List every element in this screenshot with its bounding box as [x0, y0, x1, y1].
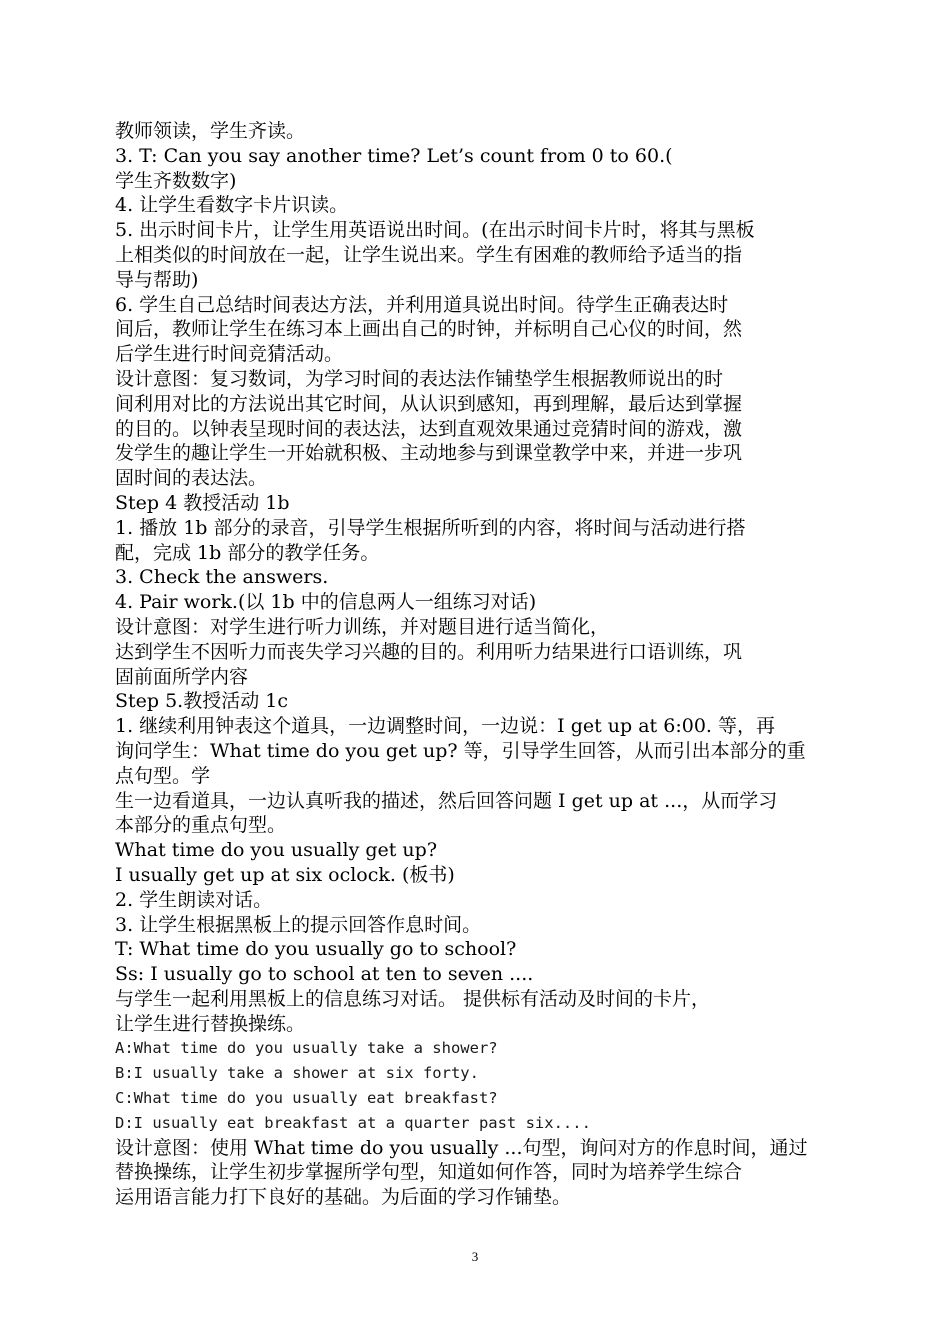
dialogue-line: C:What time do you usually eat breakfast?: [115, 1089, 498, 1108]
text-line: 替换操练，让学生初步掌握所学句型，知道如何作答，同时为培养学生综合: [115, 1161, 743, 1184]
text-line: 达到学生不因听力而丧失学习兴趣的目的。利用听力结果进行口语训练，巩: [115, 640, 743, 663]
text-line: 间利用对比的方法说出其它时间，从认识到感知，再到理解，最后达到掌握: [115, 392, 743, 415]
text-line: I usually get up at six oclock. (板书): [115, 863, 455, 886]
text-line: 4. Pair work.(以 1b 中的信息两人一组练习对话): [115, 591, 537, 614]
dialogue-line: A:What time do you usually take a shower?: [115, 1039, 498, 1058]
text-line: 的目的。以钟表呈现时间的表达法，达到直观效果通过竞猜时间的游戏，激: [115, 417, 743, 440]
text-line: 设计意图：复习数词，为学习时间的表达法作铺垫学生根据教师说出的时: [115, 367, 724, 390]
text-line: 3. T: Can you say another time? Let’s count from 0 to 60.(: [115, 144, 673, 167]
text-line: 固前面所学内容: [115, 665, 249, 688]
text-line: 导与帮助): [115, 268, 199, 291]
text-line: 3. 让学生根据黑板上的提示回答作息时间。: [115, 913, 482, 936]
text-line: 6. 学生自己总结时间表达方法，并利用道具说出时间。待学生正确表达时: [115, 293, 729, 316]
text-line: 固时间的表达法。: [115, 467, 268, 490]
text-line: 发学生的趣让学生一开始就积极、主动地参与到课堂教学中来，并进一步巩: [115, 442, 743, 465]
text-line: 上相类似的时间放在一起，让学生说出来。学生有困难的教师给予适当的指: [115, 243, 743, 266]
page-number: 3: [471, 1249, 479, 1264]
text-line: 5. 出示时间卡片，让学生用英语说出时间。(在出示时间卡片时，将其与黑板: [115, 219, 755, 242]
dialogue-line: D:I usually eat breakfast at a quarter past six....: [115, 1113, 591, 1132]
text-line: 运用语言能力打下良好的基础。为后面的学习作铺垫。: [115, 1186, 572, 1209]
text-line: 1. 继续利用钟表这个道具，一边调整时间，一边说：I get up at 6:00. 等，再: [115, 715, 775, 738]
text-line: Ss: I usually go to school at ten to seven ....: [115, 963, 534, 986]
text-line: 3. Check the answers.: [115, 566, 329, 589]
text-line: 配，完成 1b 部分的教学任务。: [115, 541, 380, 564]
document-body: [115, 119, 840, 1210]
section-heading: Step 5.教授活动 1c: [115, 690, 288, 713]
text-line: 1. 播放 1b 部分的录音，引导学生根据所听到的内容，将时间与活动进行搭: [115, 516, 746, 539]
text-line: 间后，教师让学生在练习本上画出自己的时钟，并标明自己心仪的时间，然: [115, 318, 743, 341]
dialogue-line: B:I usually take a shower at six forty.: [115, 1064, 479, 1083]
text-line: 与学生一起利用黑板上的信息练习对话。 提供标有活动及时间的卡片，: [115, 987, 711, 1010]
text-line: 询问学生：What time do you get up? 等，引导学生回答，从而引出本部分的重: [115, 739, 806, 762]
text-line: 让学生进行替换操练。: [115, 1012, 306, 1035]
text-line: What time do you usually get up?: [115, 839, 438, 862]
section-heading: Step 4 教授活动 1b: [115, 491, 290, 514]
text-line: 教师领读，学生齐读。: [115, 120, 306, 142]
text-line: 4. 让学生看数字卡片识读。: [115, 194, 349, 217]
text-line: 学生齐数数字): [115, 169, 237, 192]
text-line: 2. 学生朗读对话。: [115, 888, 273, 911]
text-line: 本部分的重点句型。: [115, 814, 287, 837]
text-line: 设计意图：对学生进行听力训练，并对题目进行适当简化，: [115, 615, 610, 638]
text-line: T: What time do you usually go to school?: [115, 938, 517, 961]
text-line: 后学生进行时间竞猜活动。: [115, 343, 344, 366]
text-line: 点句型。学: [115, 764, 211, 787]
text-line: 设计意图：使用 What time do you usually ...句型，询问对方的作息时间，通过: [115, 1136, 808, 1159]
text-line: 生一边看道具，一边认真听我的描述，然后回答问题 I get up at ...，从而学习: [115, 789, 778, 812]
